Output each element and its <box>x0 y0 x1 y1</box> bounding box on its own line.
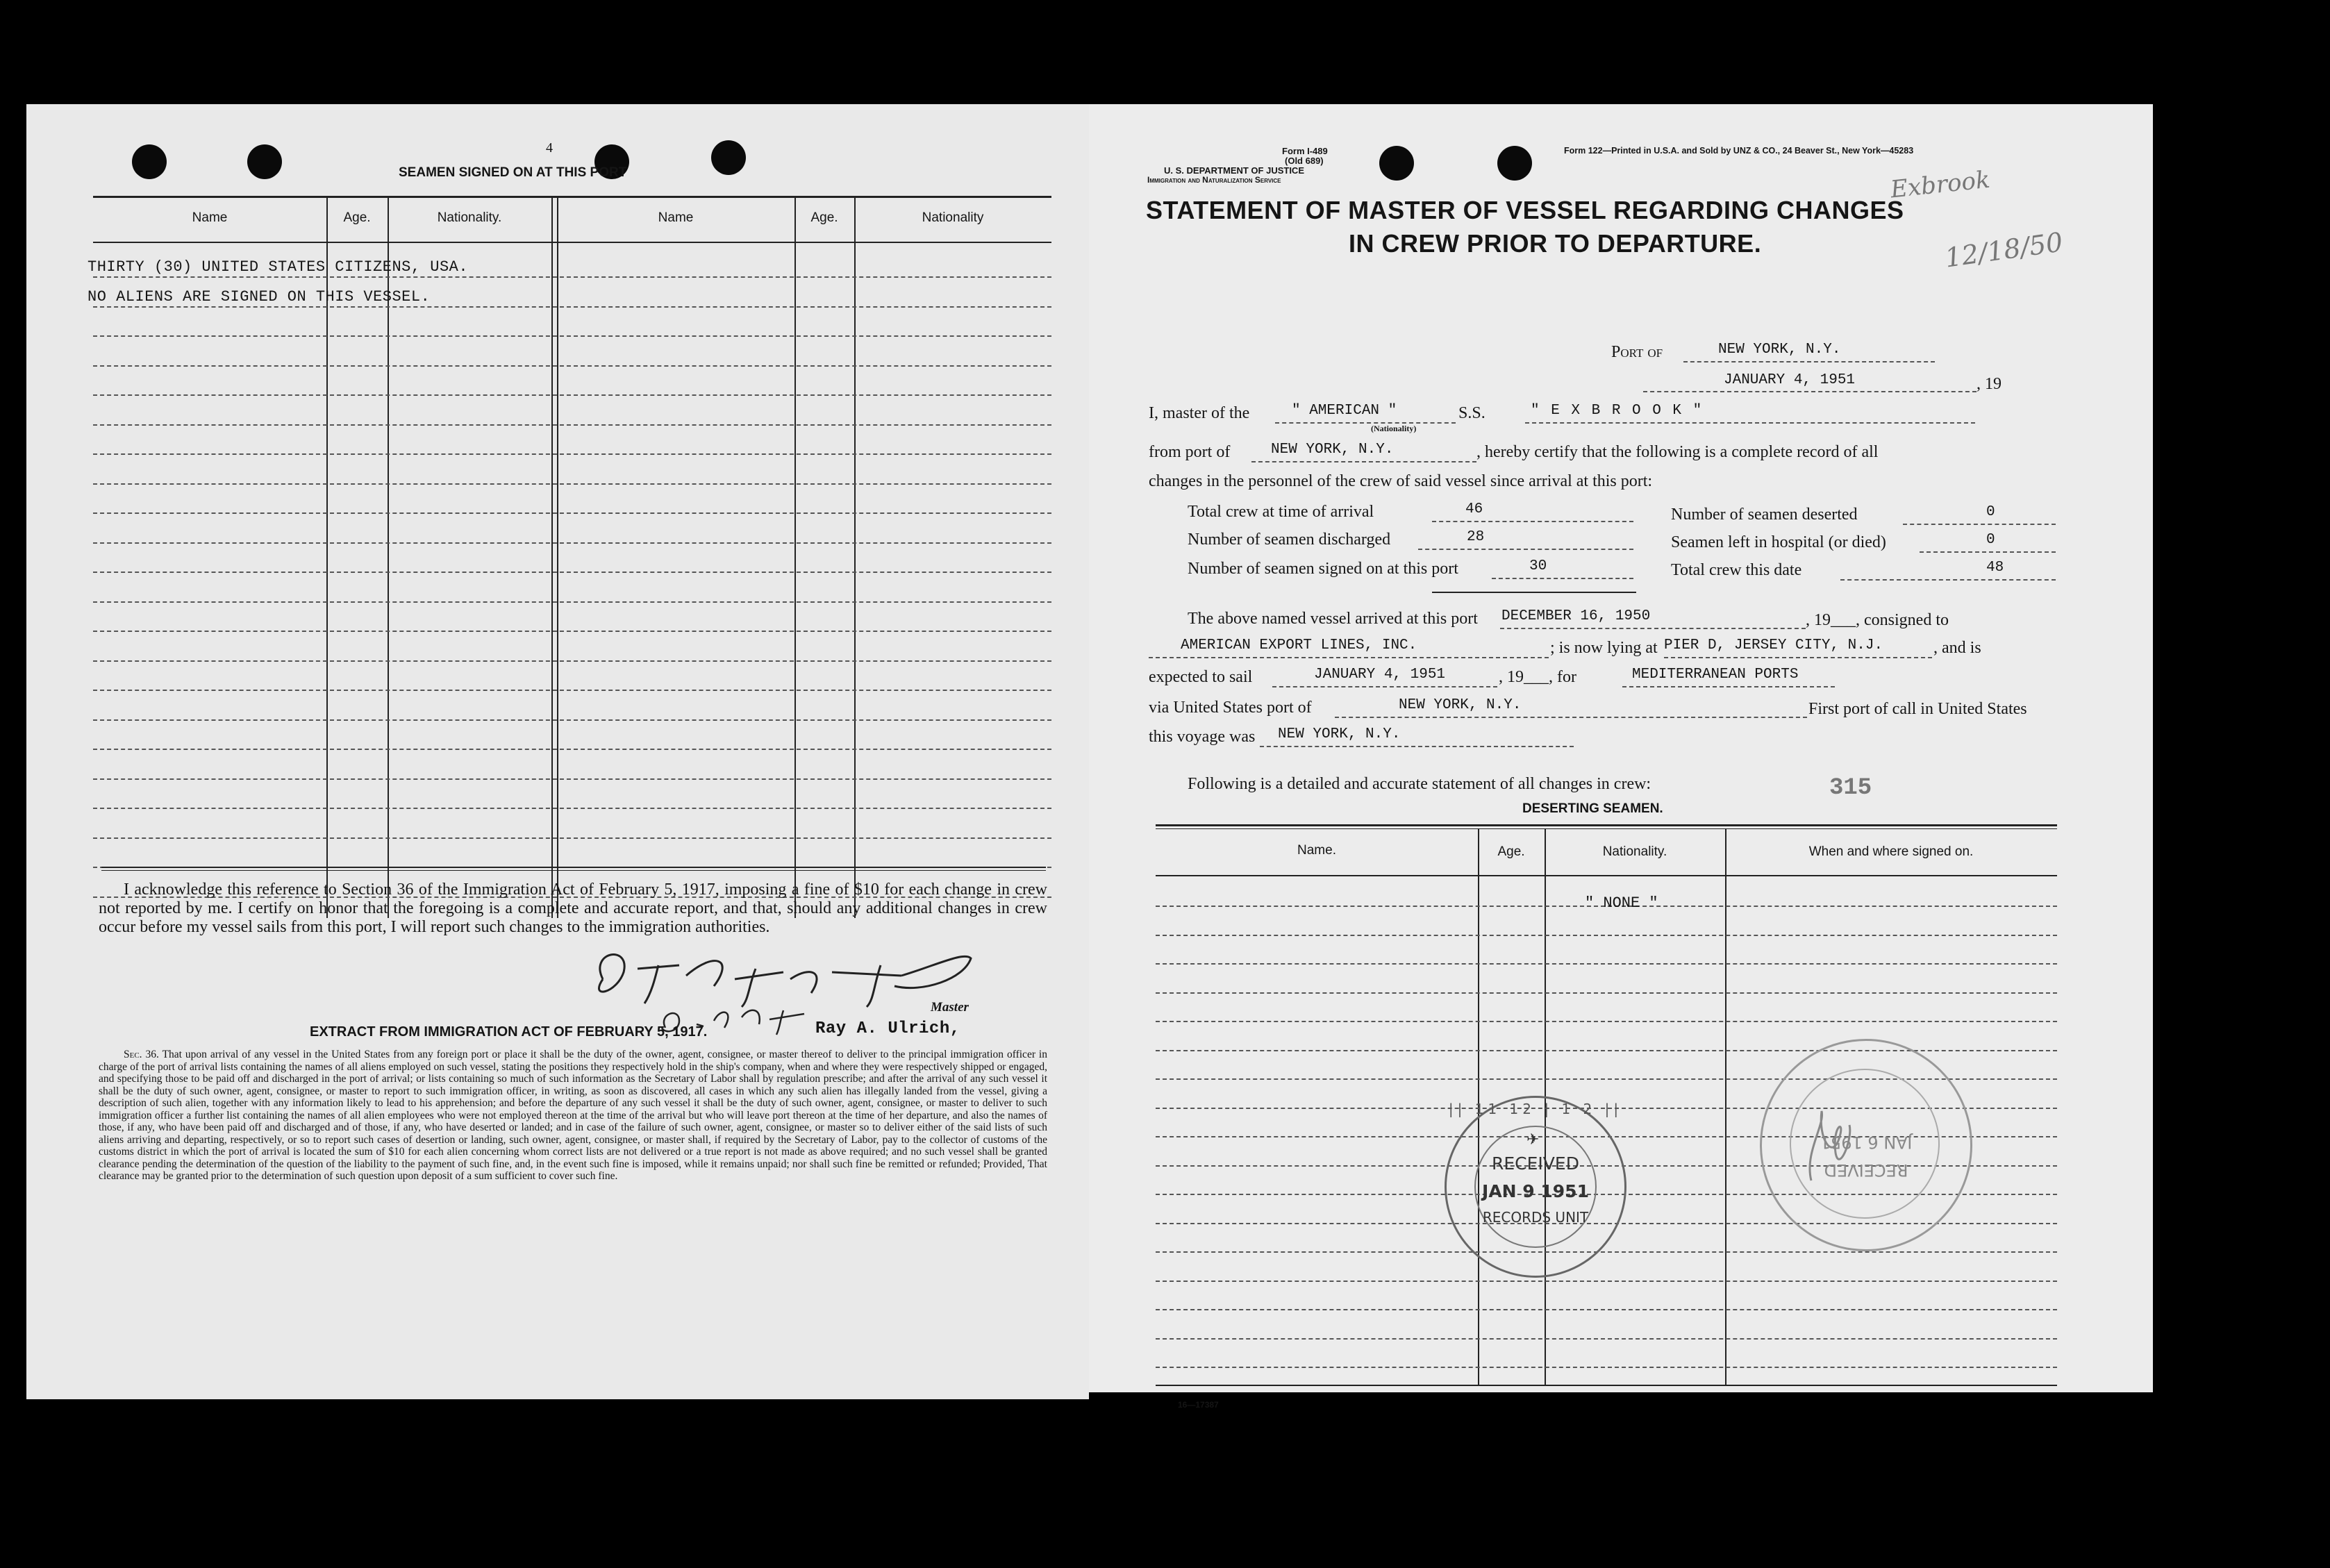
column-header: Name <box>192 210 228 225</box>
fill-line <box>1149 657 1549 658</box>
table-header-rule <box>93 242 1051 243</box>
row-rule <box>93 542 1051 544</box>
row-rule <box>1156 992 2057 994</box>
master-label: Master <box>931 1000 969 1015</box>
table-bottom-rule <box>101 867 1046 868</box>
table-bottom-rule <box>101 870 1046 871</box>
deserted-value: 0 <box>1986 504 1995 520</box>
form-title-line2: IN CREW PRIOR TO DEPARTURE. <box>1349 229 1762 258</box>
nationality-value: " AMERICAN " <box>1292 403 1397 419</box>
date-fill-line <box>1643 391 1977 392</box>
handwritten-date: 12/18/50 <box>1942 226 2065 274</box>
fill-line <box>1418 549 1633 550</box>
column-divider <box>557 196 558 918</box>
stamp-date: JAN 9 1951 <box>1482 1181 1589 1201</box>
total-crew-date-label: Total crew this date <box>1671 561 1802 579</box>
changes-text: changes in the personnel of the crew of said vessel since arrival at this port: <box>1149 472 1653 490</box>
table-bottom-rule <box>1156 1385 2057 1386</box>
lying-label: ; is now lying at <box>1550 639 1658 657</box>
fill-line <box>1840 579 2056 581</box>
for-label: , 19___, for <box>1499 668 1576 686</box>
consigned-label: , 19___, consigned to <box>1806 611 1949 629</box>
punch-hole <box>1497 146 1532 181</box>
row-rule <box>1156 935 2057 936</box>
deserted-label: Number of seamen deserted <box>1671 506 1858 524</box>
sum-rule <box>1432 592 1636 593</box>
row-rule <box>1156 1021 2057 1022</box>
fill-line <box>1272 686 1497 687</box>
row-rule <box>93 365 1051 367</box>
from-port-value: NEW YORK, N.Y. <box>1271 442 1394 458</box>
row-rule <box>93 276 1051 278</box>
voyage-value: NEW YORK, N.Y. <box>1278 726 1401 742</box>
row-rule <box>93 335 1051 337</box>
row-rule <box>93 808 1051 809</box>
aircraft-icon: ✈ <box>1526 1131 1540 1149</box>
punch-hole <box>711 140 746 175</box>
date-value: JANUARY 4, 1951 <box>1724 372 1856 388</box>
signed-on-value: 30 <box>1529 558 1547 574</box>
stamp-date: JAN 6 1951 <box>1820 1133 1913 1152</box>
fill-line <box>1920 551 2056 553</box>
port-fill-line <box>1683 361 1935 362</box>
total-crew-arrival-value: 46 <box>1465 501 1483 517</box>
column-header: Age. <box>343 210 371 225</box>
from-port-label: from port of <box>1149 443 1231 461</box>
received-stamp <box>1445 1096 1626 1278</box>
stamp-received: RECEIVED <box>1492 1153 1579 1174</box>
sail-label: expected to sail <box>1149 668 1253 686</box>
page-number: 4 <box>546 140 553 156</box>
row-rule <box>93 749 1051 750</box>
column-header: Age. <box>810 210 838 225</box>
total-crew-arrival-label: Total crew at time of arrival <box>1188 503 1374 521</box>
first-port-label: First port of call in United States <box>1808 700 2027 718</box>
port-value: NEW YORK, N.Y. <box>1718 342 1841 358</box>
printer-line: Form 122—Printed in U.S.A. and Sold by UNZ & CO., 24 Beaver St., New York—45283 <box>1564 146 1914 156</box>
row-rule <box>93 394 1051 396</box>
row-rule <box>93 690 1051 691</box>
entry-line: NO ALIENS ARE SIGNED ON THIS VESSEL. <box>88 288 431 306</box>
row-rule <box>93 837 1051 839</box>
stamp-ring: || 11 12 | 1 2 || <box>1448 1101 1623 1117</box>
row-rule <box>93 572 1051 573</box>
hospital-value: 0 <box>1986 532 1995 548</box>
sail-value: JANUARY 4, 1951 <box>1314 667 1446 683</box>
row-rule <box>93 719 1051 721</box>
stamped-number: 315 <box>1829 775 1872 801</box>
service-name: Immigration and Naturalization Service <box>1147 175 1281 185</box>
consignee-value: AMERICAN EXPORT LINES, INC. <box>1181 637 1417 653</box>
row-rule <box>93 483 1051 485</box>
acknowledgement-text: I acknowledge this reference to Section 36 of the Immigration Act of February 5, 1917, imposing a fine of $10 for each change in crew not reported by me. I certify on honor that the foregoing is a complete and accurate report, and that, should any additional changes in crew occur before my vessel sails from this port, I will report such changes to the immigration authorities. <box>99 881 1047 936</box>
form-title-line1: STATEMENT OF MASTER OF VESSEL REGARDING CHANGES <box>1146 196 1904 224</box>
deserting-title: DESERTING SEAMEN. <box>1522 801 1663 816</box>
fill-line <box>1664 657 1932 658</box>
vessel-value: " E X B R O O K " <box>1531 403 1704 419</box>
row-rule <box>1156 1281 2057 1282</box>
column-divider <box>854 196 856 918</box>
row-rule <box>1156 1338 2057 1340</box>
lying-value: PIER D, JERSEY CITY, N.J. <box>1664 637 1883 653</box>
column-divider <box>551 196 553 918</box>
for-value: MEDITERRANEAN PORTS <box>1632 667 1799 683</box>
nationality-fill-line <box>1275 422 1456 424</box>
signed-on-label: Number of seamen signed on at this port <box>1188 560 1458 578</box>
extract-text <box>99 1049 1047 1183</box>
row-rule <box>1156 1367 2057 1368</box>
stamp-received: RECEIVED <box>1824 1160 1908 1180</box>
row-rule <box>93 601 1051 603</box>
voyage-label: this voyage was <box>1149 728 1256 746</box>
column-header: Nationality. <box>1602 844 1667 859</box>
total-crew-date-value: 48 <box>1986 560 2004 576</box>
nationality-caption: (Nationality) <box>1371 424 1417 433</box>
fill-line <box>1335 717 1807 718</box>
punch-hole <box>247 144 282 179</box>
vessel-fill-line <box>1525 422 1975 424</box>
left-page <box>26 104 1089 1399</box>
fill-line <box>1622 686 1835 687</box>
master-of-label: I, master of the <box>1149 404 1250 422</box>
form-number: Form I-489 <box>1282 146 1328 156</box>
from-port-fill-line <box>1251 461 1476 462</box>
hospital-label: Seamen left in hospital (or died) <box>1671 533 1886 551</box>
punch-hole <box>132 144 167 179</box>
column-header: Name. <box>1297 843 1336 858</box>
form-footer: 16—17387 <box>1178 1400 1219 1410</box>
row-rule <box>1156 963 2057 965</box>
handwritten-ship: Exbrook <box>1889 165 1992 204</box>
and-is-label: , and is <box>1933 639 1981 657</box>
column-header: Nationality <box>922 210 984 225</box>
stamp-unit: RECORDS UNIT <box>1482 1209 1589 1226</box>
right-page <box>1089 104 2153 1410</box>
form-old-number: (Old 689) <box>1285 156 1324 166</box>
row-rule <box>1156 1309 2057 1310</box>
certify-text: , hereby certify that the following is a complete record of all <box>1476 443 1879 461</box>
row-rule <box>93 306 1051 308</box>
column-header: Name <box>658 210 694 225</box>
punch-hole <box>1379 146 1414 181</box>
department: U. S. DEPARTMENT OF JUSTICE <box>1164 165 1304 176</box>
fill-line <box>1903 524 2056 525</box>
discharged-label: Number of seamen discharged <box>1188 531 1391 549</box>
via-label: via United States port of <box>1149 699 1312 717</box>
extract-body: That upon arrival of any vessel in the United States from any foreign port or place it shall be the duty of the owner, agent, consignee, or master thereof to deliver to the principal immigration officer in charge of the port of arrival lists containing the names of all aliens employed on such vessel, stating the positions they respectively hold in the ship's company, when and where they were respectively shipped or engaged, and specifying those to be paid off and discharged in the port of arrival; or lists containing so much of such information as the Secretary of Labor shall by regulation prescribe; and after the arrival of any such vessel it shall be the duty of such owner, agent, consignee, or master to report to such immigration officer, in writing, as soon as discovered, all cases in which any such alien has illegally landed from the vessel, giving a description of such alien, together with any information likely to lead to his apprehension; and before the departure of any such vessel it shall be the duty of such owner, agent, consignee, or master to deliver to such immigration officer a further list containing the names of all alien employees who were not employed thereon at the time of the arrival but who will leave port thereon at the time of her departure, and also the names of those, if any, who have been paid off and discharged and of those, if any, who have deserted or landed; and in case of the failure of such owner, agent, consignee, or master so to deliver either of the said lists of such aliens arriving and departing, respectively, or so to report such cases of desertion or landing, such owner, agent, consignee, or master shall, if required by the Secretary of Labor, pay to the collector of customs of the customs district in which the port of arrival is located the sum of $10 for each alien concerning whom correct lists are not delivered or a true report is not made as above required; and no such vessel shall be granted clearance pending the determination of the question of the liability to the payment of such fine, and, in the event such fine is imposed, while it remains unpaid; nor shall such fine be remitted or refunded; Provided, That clearance may be granted prior to the determination of such question upon deposit of a sum sufficient to cover such fine. <box>99 1049 1047 1182</box>
column-header: When and where signed on. <box>1808 844 1974 859</box>
table-header-rule <box>1156 875 2057 876</box>
fill-line <box>1500 628 1806 629</box>
row-rule <box>93 453 1051 455</box>
discharged-value: 28 <box>1467 529 1485 545</box>
fill-line <box>1260 746 1574 747</box>
arrived-label: The above named vessel arrived at this port <box>1188 610 1478 628</box>
row-rule <box>1156 1050 2057 1051</box>
entry-line: THIRTY (30) UNITED STATES CITIZENS, USA. <box>88 258 469 276</box>
deserting-entry: " NONE " <box>1585 894 1658 912</box>
fill-line <box>1432 521 1633 522</box>
row-rule <box>93 424 1051 426</box>
arrived-value: DECEMBER 16, 1950 <box>1501 608 1651 624</box>
table-top-rule <box>1156 828 2057 829</box>
ss-label: S.S. <box>1458 404 1486 422</box>
extract-title: EXTRACT FROM IMMIGRATION ACT OF FEBRUARY 5, 1917. <box>310 1024 708 1040</box>
column-header: Age. <box>1497 844 1525 859</box>
row-rule <box>93 512 1051 514</box>
column-divider <box>794 196 796 918</box>
section-title: SEAMEN SIGNED ON AT THIS PORT <box>399 165 627 180</box>
port-label: Port of <box>1611 343 1663 361</box>
row-rule <box>93 660 1051 662</box>
column-header: Nationality. <box>437 210 502 225</box>
row-rule <box>93 631 1051 632</box>
master-name: Ray A. Ulrich, <box>815 1019 960 1038</box>
row-rule <box>1156 1251 2057 1253</box>
following-text: Following is a detailed and accurate statement of all changes in crew: <box>1188 775 1651 793</box>
via-value: NEW YORK, N.Y. <box>1399 697 1522 713</box>
row-rule <box>93 778 1051 780</box>
fill-line <box>1492 578 1633 579</box>
table-top-rule <box>1156 824 2057 826</box>
initials-scribble <box>1783 1097 1867 1194</box>
table-top-rule <box>93 196 1051 198</box>
sec-label: Sec. 36. <box>124 1049 159 1060</box>
year-suffix: , 19 <box>1977 375 2002 393</box>
